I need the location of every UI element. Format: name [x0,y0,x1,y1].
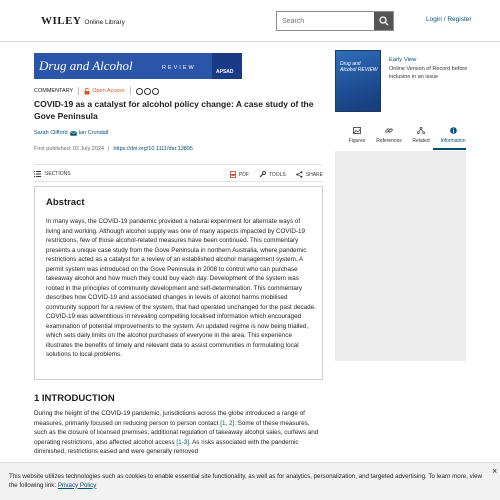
info-icon [450,127,457,134]
privacy-policy-link[interactable]: Privacy Policy [57,481,97,489]
reference-link[interactable]: [1, 2] [220,419,235,427]
cookie-banner [0,462,500,500]
author-link[interactable]: Ian Crundall [78,130,109,136]
abstract-heading: Abstract [46,197,85,208]
doi-link[interactable]: https://doi.org/10.1111/dar.13895 [113,146,193,152]
introduction-body [34,409,324,457]
early-view-description: Online Version of Record before inclusion in an issue [389,66,468,80]
wrench-icon [259,171,266,178]
site-header [0,0,500,42]
first-published: First published: 02 July 2024 [34,146,105,152]
intro-text-part: During the height of the COVID-19 pandemic, jurisdictions across the globe introduced a range of measures, primarily focused on reducing person to person contact [34,410,305,427]
abstract-section [34,186,323,380]
article-type: COMMENTARY [34,88,74,94]
banner-society-panel [212,53,242,79]
open-access-badge[interactable] [84,88,124,95]
author-list [34,130,108,136]
reference-link[interactable]: [1-3] [176,438,189,446]
open-access-label: Open Access [92,88,125,94]
pdf-icon [230,171,236,178]
pdf-label: PDF [238,171,249,178]
close-icon[interactable]: × [492,466,498,476]
tools-button[interactable] [259,171,286,178]
banner-society-label: APSAD [216,69,234,75]
early-view-link[interactable]: Early View [389,57,417,63]
link-icon [385,127,393,134]
article-title: COVID-19 as a catalyst for alcohol policy change: A case study of the Gove Peninsula [34,99,314,121]
tools-label: TOOLS [268,171,286,178]
by-icon [144,88,151,95]
cookie-text: This website utilizes technologies such as cookies to enable essential site functionality, as well as for analytics, personalization, and targeted advertising. To learn more, view the following link: [9,473,483,489]
search-input[interactable] [277,12,374,30]
author-link[interactable]: Sarah Clifford [34,130,68,136]
logo-brand: WILEY [41,15,82,27]
nc-icon [152,88,159,95]
toolbar-actions [230,171,323,178]
network-icon [417,127,425,134]
introduction-heading: 1 INTRODUCTION [34,393,115,404]
banner-review-label: REVIEW [162,65,196,71]
sections-button[interactable] [34,171,71,177]
tab-figures[interactable] [341,127,373,149]
sidebar-tabs [341,127,471,149]
sidebar-panel [335,151,466,361]
article-toolbar [34,164,323,182]
open-lock-icon [84,88,90,95]
divider [78,87,79,95]
journal-cover[interactable] [335,50,381,112]
tab-references[interactable] [373,127,405,149]
login-register-link[interactable]: Login / Register [426,16,472,23]
cookie-message [9,473,489,490]
banner-journal-title: Drug and Alcohol [39,58,133,73]
divider [130,87,131,95]
creative-commons-icons[interactable] [136,88,159,95]
tab-information[interactable] [437,127,469,149]
search-button[interactable] [374,12,393,30]
intro-text-part: . As risks associated with the pandemic diminished, restrictions eased and were generally removed [34,438,299,455]
share-label: SHARE [305,171,323,178]
publication-info [34,146,193,152]
tab-related[interactable] [405,127,437,149]
journal-banner[interactable] [34,53,242,79]
tab-label: References [376,138,402,144]
active-tab-indicator [433,148,466,150]
cover-title: Drug and Alcohol REVIEW [340,61,378,73]
search-icon [379,16,389,26]
list-icon [34,171,41,177]
wiley-logo[interactable] [41,15,125,27]
tab-label: Related [412,138,430,144]
sections-label: SECTIONS [45,171,71,177]
intro-text-part: . Some of these measures, such as the closure of licensed premises, additional regulation of takeaway alcohol sales, curfews and operating restrictions, also affected alcohol access [34,419,319,446]
share-button[interactable] [296,171,323,178]
email-icon[interactable] [70,131,77,136]
divider: | [108,146,110,152]
cc-icon [136,88,143,95]
abstract-body: In many ways, the COVID-19 pandemic provided a natural experiment for alternate ways of living and working. Although alcohol supply was one of many aspects impacted by COVID-19 restrictions, few of those alcohol-related measures have been continued. This commentary presents a unique case study from the Gove Peninsula in northern Australia, where pandemic restrictions acted as a catalyst for a review of an established alcohol management system. A permit system was introduced on the Gove Peninsula in 2008 to control who can purchase takeaway alcohol and how much they could buy each day. Development of the system was rooted in the principles of community development and self-determination. This commentary describes how COVID-19 and associated changes in levels of alcohol harms mobilised community support for a review of the system, that had operated unchanged for the past decade. COVID-19 was adventitious in revealing compelling localised information which encouraged examination of potential improvements to the system. An updated regime is now being trialled, which sets daily limits on the alcohol purchases of everyone in the area. This experience illustrates the benefits of timely and relevant data to assist communities in formulating local solutions to local problems. [46,218,316,358]
article-meta [34,87,159,95]
search-box [276,11,394,31]
logo-suffix: Online Library [84,19,125,26]
share-icon [296,171,303,178]
pdf-button[interactable] [230,171,249,178]
tab-label: Information [440,138,466,144]
tab-label: Figures [348,138,366,144]
image-icon [353,127,361,134]
